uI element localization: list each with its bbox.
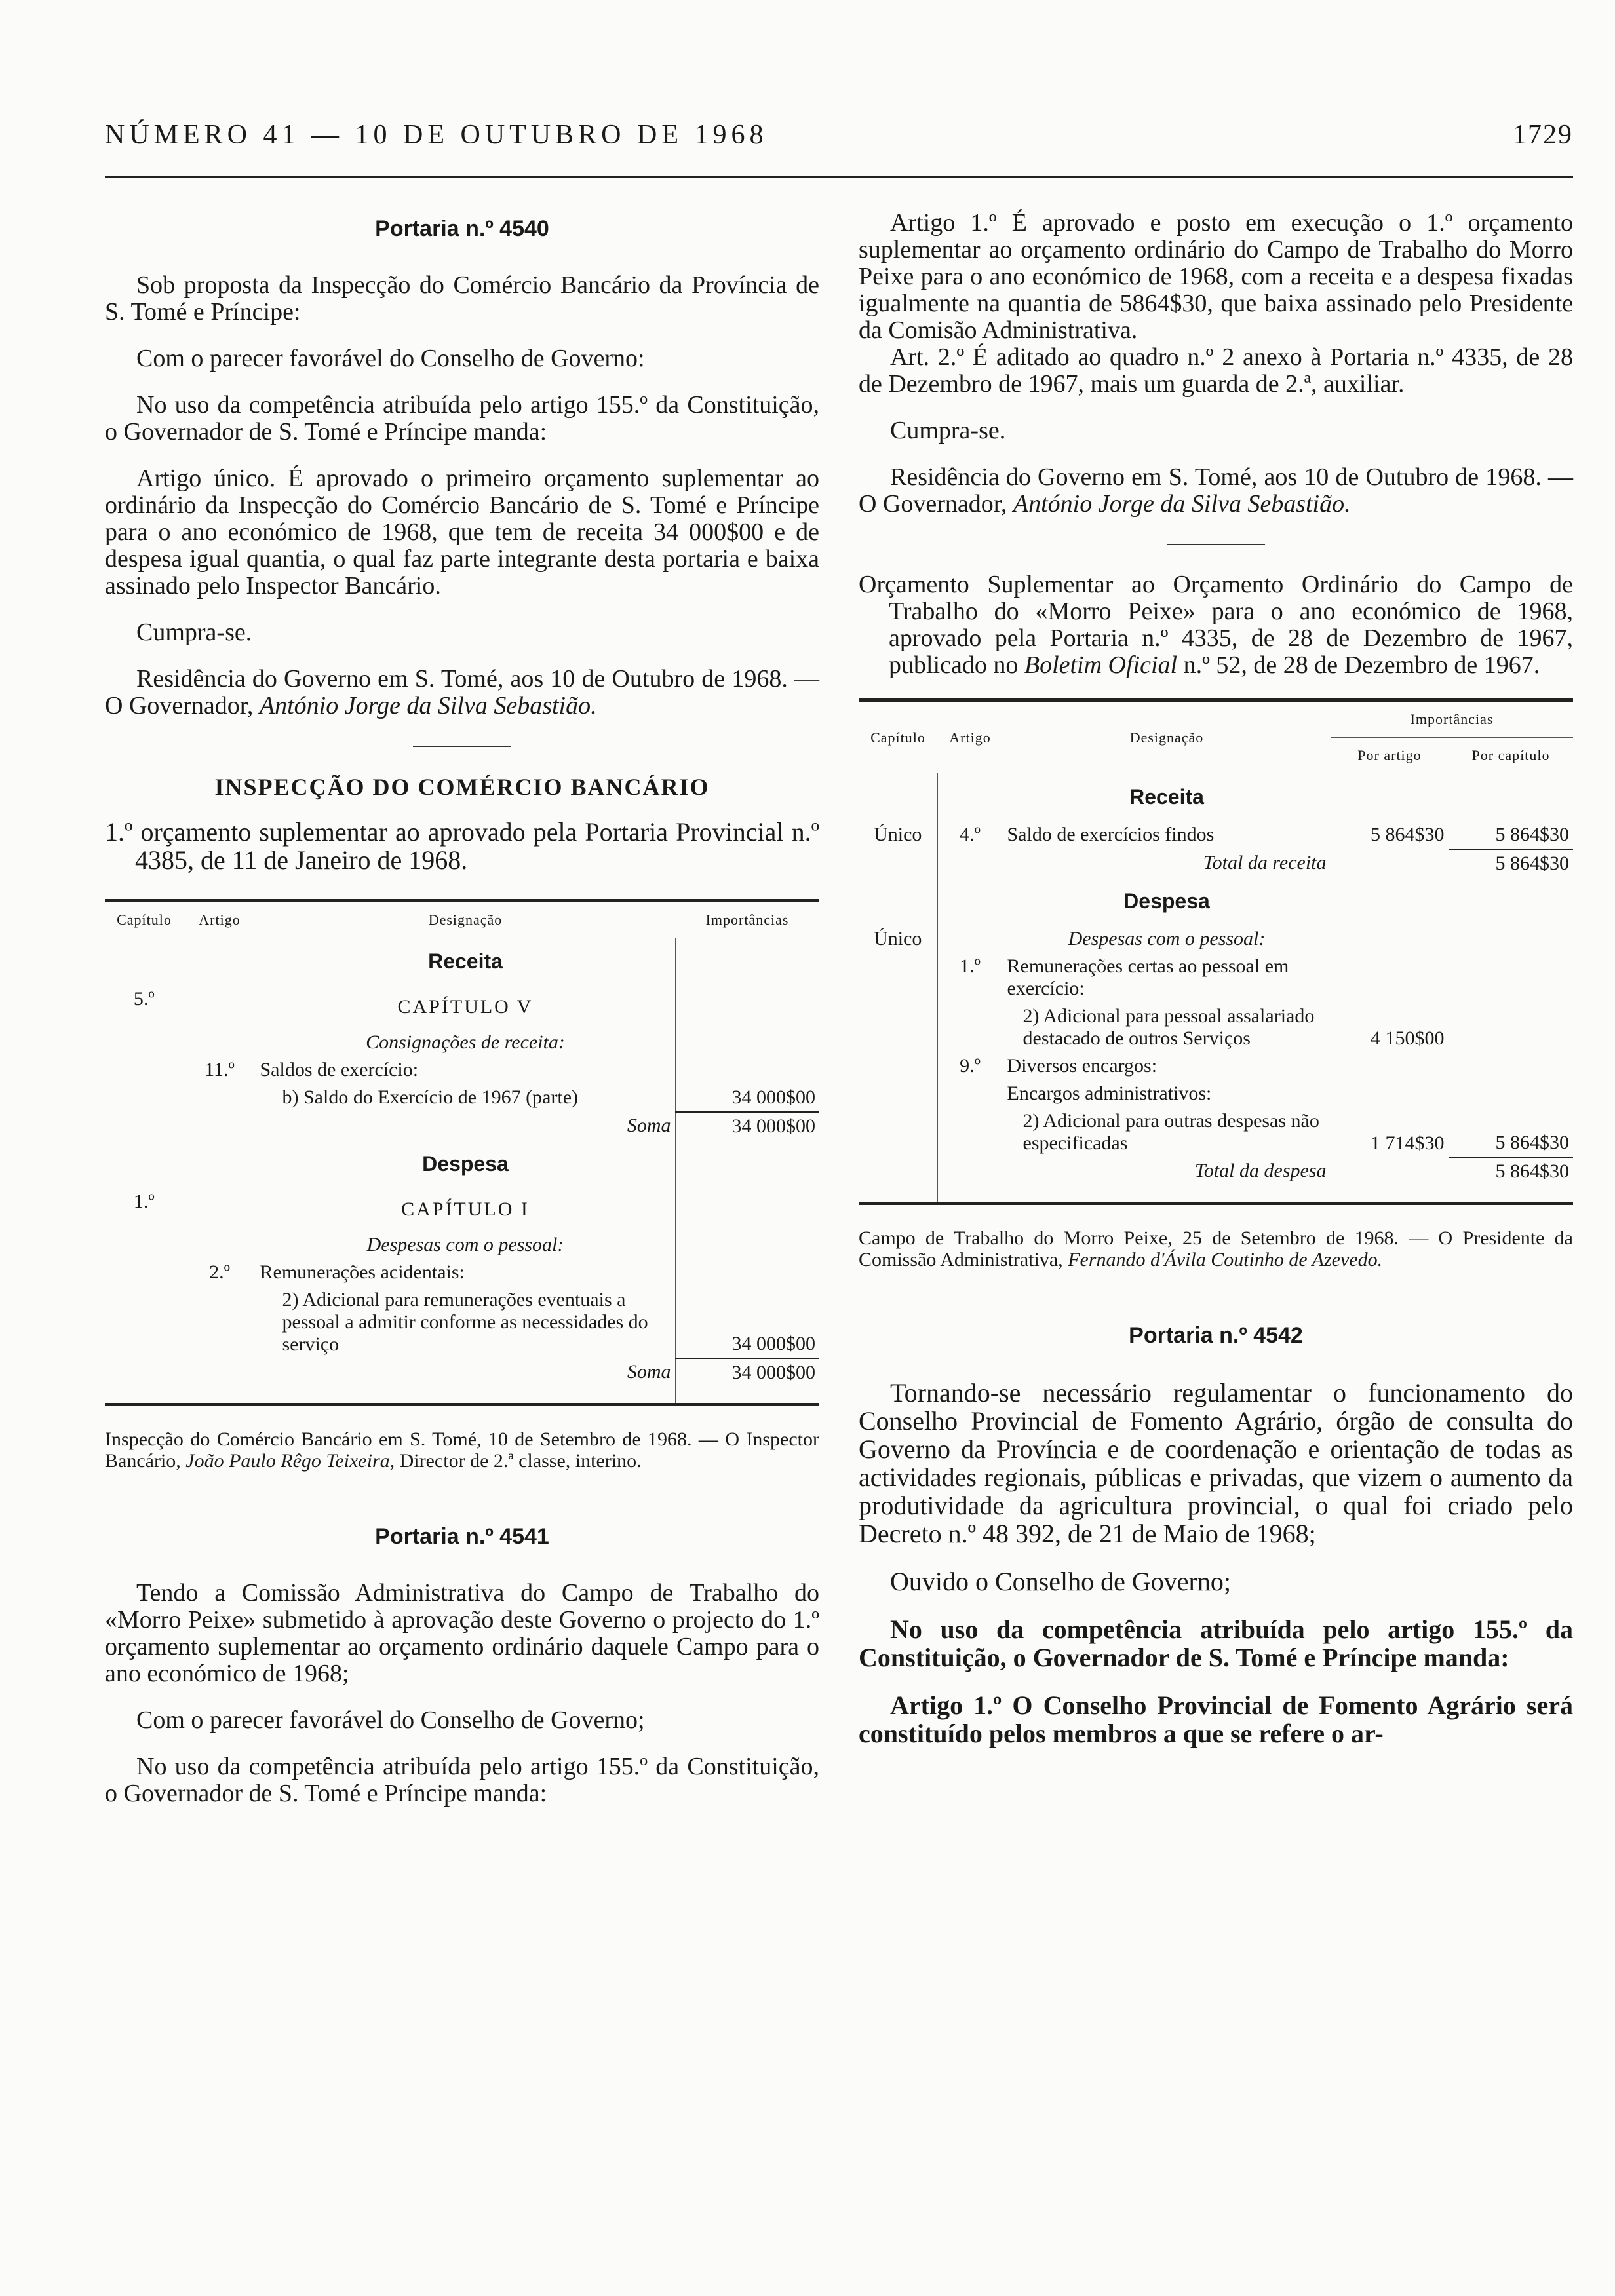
table-cell: 4.º — [937, 821, 1003, 849]
table-cell: Saldos de exercício: — [260, 1059, 419, 1081]
col-header: Designação — [1129, 729, 1204, 746]
signature-text: Residência do Governo em S. Tomé, aos 10 de Outubro de 1968. — O Governador, — [105, 665, 819, 719]
signature-text: Director de 2.ª classe, interino. — [395, 1450, 642, 1472]
table-cell: Único — [859, 925, 937, 953]
table-cell: Soma — [627, 1361, 671, 1383]
portaria-4540-title: Portaria n.º 4540 — [375, 216, 549, 241]
budget-table-1 — [105, 902, 819, 1403]
signatory-name: João Paulo Rêgo Teixeira, — [185, 1450, 395, 1472]
budget-title: 1.º orçamento suplementar ao aprovado pela Portaria Provincial n.º 4385, de 11 de Janeiro de 1968. — [105, 817, 819, 875]
paragraph: No uso da competência atribuída pelo artigo 155.º da Constituição, o Governador de S. Tomé e Príncipe manda: — [105, 1753, 819, 1807]
col-header: Por artigo — [1357, 747, 1422, 763]
signature-text: Residência do Governo em S. Tomé, aos 10 de Outubro de 1968. — O Governador, — [859, 463, 1573, 518]
table-cell: Remunerações acidentais: — [260, 1261, 465, 1283]
portaria-4541-title: Portaria n.º 4541 — [375, 1524, 549, 1549]
portaria-4542-title: Portaria n.º 4542 — [1129, 1323, 1303, 1348]
table-value: 1 714$30 — [1331, 1107, 1449, 1157]
col-header: Capítulo — [117, 911, 172, 928]
signature-text: Inspecção do Comércio Bancário em S. Tomé, 10 de Setembro de 1968. — O Inspector Bancário, — [105, 1428, 819, 1472]
header-rule — [105, 176, 1573, 178]
paragraph: No uso da competência atribuída pelo artigo 155.º da Constituição, o Governador de S. Tomé e Príncipe manda: — [105, 391, 819, 446]
table-value: 34 000$00 — [675, 1358, 819, 1403]
table-cell: Despesas com o pessoal: — [1068, 928, 1266, 949]
section-heading: INSPECÇÃO DO COMÉRCIO BANCÁRIO — [214, 774, 710, 800]
despesa-heading: Despesa — [422, 1152, 509, 1176]
col-header: Importâncias — [1331, 702, 1573, 738]
signature-text: Campo de Trabalho do Morro Peixe, 25 de Setembro de 1968. — O Presidente da Comissão Administrativa, — [859, 1227, 1573, 1271]
table-cell: Consignações de receita: — [366, 1031, 565, 1053]
table-cell: 2) Adicional para remunerações eventuais a pessoal a admitir conforme as necessidades do serviço — [282, 1289, 648, 1355]
table-cell: Único — [859, 821, 937, 849]
table-header-row — [859, 702, 1573, 738]
table-value: 4 150$00 — [1331, 1003, 1449, 1052]
signature-paragraph — [859, 1227, 1573, 1271]
publication-name: Boletim Oficial — [1024, 651, 1178, 679]
budget-title-text: n.º 52, de 28 de Dezembro de 1967. — [1177, 651, 1540, 679]
table-cell: 2.º — [184, 1259, 256, 1286]
despesa-heading: Despesa — [1123, 889, 1210, 913]
table-cell: 1.º — [105, 1188, 184, 1231]
table-value: 5 864$30 — [1449, 1157, 1573, 1202]
paragraph: Artigo 1.º O Conselho Provincial de Fomento Agrário será constituído pelos membros a que se refere o ar- — [859, 1691, 1573, 1748]
paragraph: Sob proposta da Inspecção do Comércio Bancário da Província de S. Tomé e Príncipe: — [105, 271, 819, 326]
paragraph: Tendo a Comissão Administrativa do Campo de Trabalho do «Morro Peixe» submetido à aprovação deste Governo o projecto do 1.º orçamento suplementar ao orçamento ordinário daquele Campo para o ano económico de 1968; — [105, 1579, 819, 1687]
table-rule — [105, 1403, 819, 1406]
table-cell: 2) Adicional para outras despesas não especificadas — [1022, 1110, 1319, 1154]
paragraph: Com o parecer favorável do Conselho de Governo; — [136, 1706, 645, 1734]
table-value: 5 864$30 — [1449, 849, 1573, 877]
table-rule — [859, 1202, 1573, 1205]
table-cell: Diversos encargos: — [1007, 1055, 1158, 1077]
table-cell: CAPÍTULO I — [401, 1198, 530, 1220]
table-cell: CAPÍTULO V — [397, 996, 534, 1018]
table-value: 5 864$30 — [1449, 821, 1573, 849]
table-value: 34 000$00 — [675, 1112, 819, 1140]
signature-paragraph — [105, 1428, 819, 1472]
paragraph: Ouvido o Conselho de Governo; — [890, 1567, 1231, 1596]
left-column — [105, 210, 819, 1807]
signatory-name: Fernando d'Ávila Coutinho de Azevedo. — [1068, 1249, 1383, 1271]
budget-title-text: Orçamento Suplementar ao Orçamento Ordinário do Campo de Trabalho do «Morro Peixe» para o ano económico de 1968, aprovado pela Portaria n.º 4335, de 28 de Dezembro de 1967, publicado no — [859, 571, 1573, 679]
col-header: Artigo — [949, 729, 991, 746]
paragraph: Artigo único. É aprovado o primeiro orçamento suplementar ao ordinário da Inspecção do Comércio Bancário de S. Tomé e Príncipe para o ano económico de 1968, que tem de receita 34 000$00 e de despesa igual quantia, o qual faz parte integrante desta portaria e baixa assinado pelo Inspector Bancário. — [105, 465, 819, 600]
table-cell: 5.º — [105, 985, 184, 1029]
table-value: 5 864$30 — [1449, 1107, 1573, 1157]
paragraph: Art. 2.º É aditado ao quadro n.º 2 anexo à Portaria n.º 4335, de 28 de Dezembro de 1967, mais um guarda de 2.ª, auxiliar. — [859, 343, 1573, 398]
separator — [413, 746, 511, 747]
right-column — [859, 210, 1573, 1748]
table-cell: 1.º — [937, 953, 1003, 1003]
table-cell: 9.º — [937, 1052, 1003, 1080]
issue-date: NÚMERO 41 — 10 DE OUTUBRO DE 1968 — [105, 120, 768, 150]
table-cell: Soma — [627, 1115, 671, 1136]
col-header: Designação — [428, 911, 503, 928]
table-header-row — [105, 902, 819, 938]
budget-title — [859, 571, 1573, 679]
signatory-name: António Jorge da Silva Sebastião. — [1013, 490, 1351, 518]
table-value: 34 000$00 — [675, 1084, 819, 1112]
table-cell: b) Saldo do Exercício de 1967 (parte) — [282, 1086, 579, 1108]
receita-heading: Receita — [1129, 785, 1204, 809]
signatory-name: António Jorge da Silva Sebastião. — [259, 692, 597, 719]
col-header: Capítulo — [870, 729, 925, 746]
separator — [1167, 544, 1265, 545]
paragraph: Cumpra-se. — [890, 417, 1006, 444]
table-cell: Remunerações certas ao pessoal em exercício: — [1007, 955, 1289, 999]
table-cell: 11.º — [184, 1056, 256, 1084]
col-header: Por capítulo — [1471, 747, 1550, 763]
col-header: Importâncias — [705, 911, 789, 928]
col-header: Artigo — [199, 911, 241, 928]
paragraph: No uso da competência atribuída pelo artigo 155.º da Constituição, o Governador de S. Tomé e Príncipe manda: — [859, 1615, 1573, 1672]
table-cell: Saldo de exercícios findos — [1007, 824, 1215, 845]
table-cell: Total da receita — [1203, 852, 1327, 873]
paragraph: Com o parecer favorável do Conselho de Governo: — [136, 345, 645, 372]
table-cell: Despesas com o pessoal: — [366, 1234, 564, 1255]
paragraph: Cumpra-se. — [136, 619, 252, 646]
signature-paragraph — [105, 666, 819, 719]
table-value: 34 000$00 — [675, 1286, 819, 1358]
paragraph: Artigo 1.º É aprovado e posto em execução o 1.º orçamento suplementar ao orçamento ordinário do Campo de Trabalho do Morro Peixe para o ano económico de 1968, com a receita e a despesa fixadas igualmente na quantia de 5864$30, que baixa assinado pelo Presidente da Comisão Administrativa. — [859, 209, 1573, 344]
budget-table-2 — [859, 702, 1573, 1202]
page-number: 1729 — [1513, 120, 1573, 150]
receita-heading: Receita — [428, 949, 503, 973]
paragraph: Tornando-se necessário regulamentar o funcionamento do Conselho Provincial de Fomento Agrário, órgão de consulta do Governo da Província e de coordenação e orientação de todas as actividades regionais, públicas e privadas, que vizem o aumento da produtividade da agricultura provincial, o qual foi criado pelo Decreto n.º 48 392, de 21 de Maio de 1968; — [859, 1378, 1573, 1548]
table-value: 5 864$30 — [1331, 821, 1449, 849]
table-cell: Total da despesa — [1194, 1160, 1327, 1181]
signature-paragraph — [859, 464, 1573, 518]
running-header — [105, 119, 1573, 151]
table-cell: 2) Adicional para pessoal assalariado destacado de outros Serviços — [1022, 1005, 1315, 1049]
table-cell: Encargos administrativos: — [1007, 1082, 1212, 1104]
